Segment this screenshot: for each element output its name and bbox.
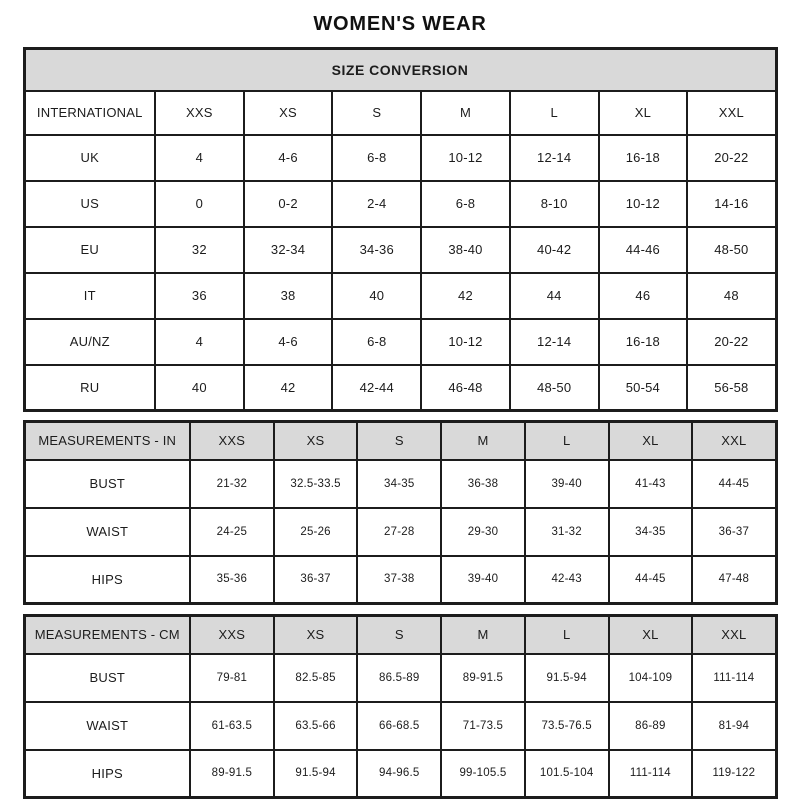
cell: 2-4 <box>332 181 421 227</box>
cell: 41-43 <box>609 460 693 508</box>
cell: 32.5-33.5 <box>274 460 358 508</box>
cell: 40 <box>332 273 421 319</box>
cell: 14-16 <box>687 181 776 227</box>
table-row-waist-cm <box>24 702 776 750</box>
cell: 32 <box>155 227 244 273</box>
cell: 6-8 <box>332 319 421 365</box>
row-label-aunz: AU/NZ <box>24 319 155 365</box>
table-row-aunz <box>24 319 776 365</box>
cell: 36-38 <box>441 460 525 508</box>
row-label-ru: RU <box>24 365 155 411</box>
col-header-xxl: XXL <box>692 422 776 460</box>
cell: 38-40 <box>421 227 510 273</box>
cell: 10-12 <box>599 181 688 227</box>
cell: 44-45 <box>692 460 776 508</box>
table-row-uk <box>24 135 776 181</box>
cell: 6-8 <box>332 135 421 181</box>
col-header-m: M <box>441 422 525 460</box>
cell: 61-63.5 <box>190 702 274 750</box>
table-row <box>24 91 776 135</box>
table-row-eu <box>24 227 776 273</box>
cell: 42-43 <box>525 556 609 604</box>
row-label-eu: EU <box>24 227 155 273</box>
cell: 47-48 <box>692 556 776 604</box>
row-label-bust: BUST <box>24 654 190 702</box>
size-conversion-header: SIZE CONVERSION <box>24 49 776 91</box>
measurements-in-header: MEASUREMENTS - IN <box>24 422 190 460</box>
table-row-us <box>24 181 776 227</box>
table-row-waist-in <box>24 508 776 556</box>
cell: 4 <box>155 135 244 181</box>
row-label-it: IT <box>24 273 155 319</box>
cell: 46 <box>599 273 688 319</box>
cell: 4-6 <box>244 135 333 181</box>
cell: 40-42 <box>510 227 599 273</box>
cell: 36-37 <box>692 508 776 556</box>
size-conversion-table <box>23 47 778 412</box>
row-label-hips: HIPS <box>24 556 190 604</box>
col-header-xxs: XXS <box>155 91 244 135</box>
cell: 111-114 <box>692 654 776 702</box>
cell: 12-14 <box>510 135 599 181</box>
cell: 10-12 <box>421 319 510 365</box>
row-label-uk: UK <box>24 135 155 181</box>
cell: 48-50 <box>510 365 599 411</box>
row-label-hips: HIPS <box>24 750 190 798</box>
row-label-bust: BUST <box>24 460 190 508</box>
cell: 66-68.5 <box>357 702 441 750</box>
cell: 119-122 <box>692 750 776 798</box>
cell: 86-89 <box>609 702 693 750</box>
col-header-xxs: XXS <box>190 616 274 654</box>
cell: 73.5-76.5 <box>525 702 609 750</box>
measurements-cm-table <box>23 614 778 799</box>
table-row <box>24 616 776 654</box>
cell: 16-18 <box>599 135 688 181</box>
cell: 32-34 <box>244 227 333 273</box>
cell: 10-12 <box>421 135 510 181</box>
cell: 42-44 <box>332 365 421 411</box>
cell: 56-58 <box>687 365 776 411</box>
cell: 0-2 <box>244 181 333 227</box>
table-row-ru <box>24 365 776 411</box>
cell: 0 <box>155 181 244 227</box>
cell: 25-26 <box>274 508 358 556</box>
table-row-bust-in <box>24 460 776 508</box>
cell: 36-37 <box>274 556 358 604</box>
cell: 111-114 <box>609 750 693 798</box>
cell: 104-109 <box>609 654 693 702</box>
col-header-international: INTERNATIONAL <box>24 91 155 135</box>
cell: 89-91.5 <box>441 654 525 702</box>
col-header-xl: XL <box>609 616 693 654</box>
row-label-waist: WAIST <box>24 508 190 556</box>
col-header-xl: XL <box>609 422 693 460</box>
cell: 63.5-66 <box>274 702 358 750</box>
col-header-s: S <box>357 616 441 654</box>
cell: 79-81 <box>190 654 274 702</box>
col-header-xs: XS <box>274 616 358 654</box>
table-row <box>24 422 776 460</box>
cell: 31-32 <box>525 508 609 556</box>
col-header-l: L <box>525 422 609 460</box>
cell: 24-25 <box>190 508 274 556</box>
page-title: WOMEN'S WEAR <box>313 13 487 35</box>
cell: 34-36 <box>332 227 421 273</box>
cell: 99-105.5 <box>441 750 525 798</box>
cell: 6-8 <box>421 181 510 227</box>
table-row-bust-cm <box>24 654 776 702</box>
col-header-xs: XS <box>244 91 333 135</box>
cell: 48 <box>687 273 776 319</box>
cell: 46-48 <box>421 365 510 411</box>
col-header-xxl: XXL <box>692 616 776 654</box>
cell: 39-40 <box>441 556 525 604</box>
cell: 91.5-94 <box>274 750 358 798</box>
col-header-xs: XS <box>274 422 358 460</box>
cell: 42 <box>244 365 333 411</box>
row-label-waist: WAIST <box>24 702 190 750</box>
col-header-l: L <box>525 616 609 654</box>
cell: 50-54 <box>599 365 688 411</box>
cell: 42 <box>421 273 510 319</box>
table-row-hips-cm <box>24 750 776 798</box>
col-header-m: M <box>441 616 525 654</box>
measurements-in-table <box>23 420 778 605</box>
cell: 37-38 <box>357 556 441 604</box>
cell: 91.5-94 <box>525 654 609 702</box>
cell: 20-22 <box>687 135 776 181</box>
cell: 34-35 <box>609 508 693 556</box>
cell: 71-73.5 <box>441 702 525 750</box>
cell: 39-40 <box>525 460 609 508</box>
cell: 36 <box>155 273 244 319</box>
cell: 35-36 <box>190 556 274 604</box>
col-header-l: L <box>510 91 599 135</box>
cell: 48-50 <box>687 227 776 273</box>
cell: 44-46 <box>599 227 688 273</box>
cell: 29-30 <box>441 508 525 556</box>
cell: 40 <box>155 365 244 411</box>
cell: 94-96.5 <box>357 750 441 798</box>
cell: 4 <box>155 319 244 365</box>
cell: 16-18 <box>599 319 688 365</box>
cell: 34-35 <box>357 460 441 508</box>
col-header-xxl: XXL <box>687 91 776 135</box>
cell: 8-10 <box>510 181 599 227</box>
col-header-s: S <box>332 91 421 135</box>
row-label-us: US <box>24 181 155 227</box>
table-row <box>24 49 776 91</box>
cell: 86.5-89 <box>357 654 441 702</box>
col-header-xxs: XXS <box>190 422 274 460</box>
cell: 4-6 <box>244 319 333 365</box>
cell: 89-91.5 <box>190 750 274 798</box>
cell: 12-14 <box>510 319 599 365</box>
cell: 82.5-85 <box>274 654 358 702</box>
cell: 44 <box>510 273 599 319</box>
col-header-m: M <box>421 91 510 135</box>
col-header-s: S <box>357 422 441 460</box>
cell: 27-28 <box>357 508 441 556</box>
cell: 38 <box>244 273 333 319</box>
table-row-hips-in <box>24 556 776 604</box>
cell: 20-22 <box>687 319 776 365</box>
cell: 81-94 <box>692 702 776 750</box>
col-header-xl: XL <box>599 91 688 135</box>
table-row-it <box>24 273 776 319</box>
cell: 44-45 <box>609 556 693 604</box>
cell: 101.5-104 <box>525 750 609 798</box>
cell: 21-32 <box>190 460 274 508</box>
measurements-cm-header: MEASUREMENTS - CM <box>24 616 190 654</box>
